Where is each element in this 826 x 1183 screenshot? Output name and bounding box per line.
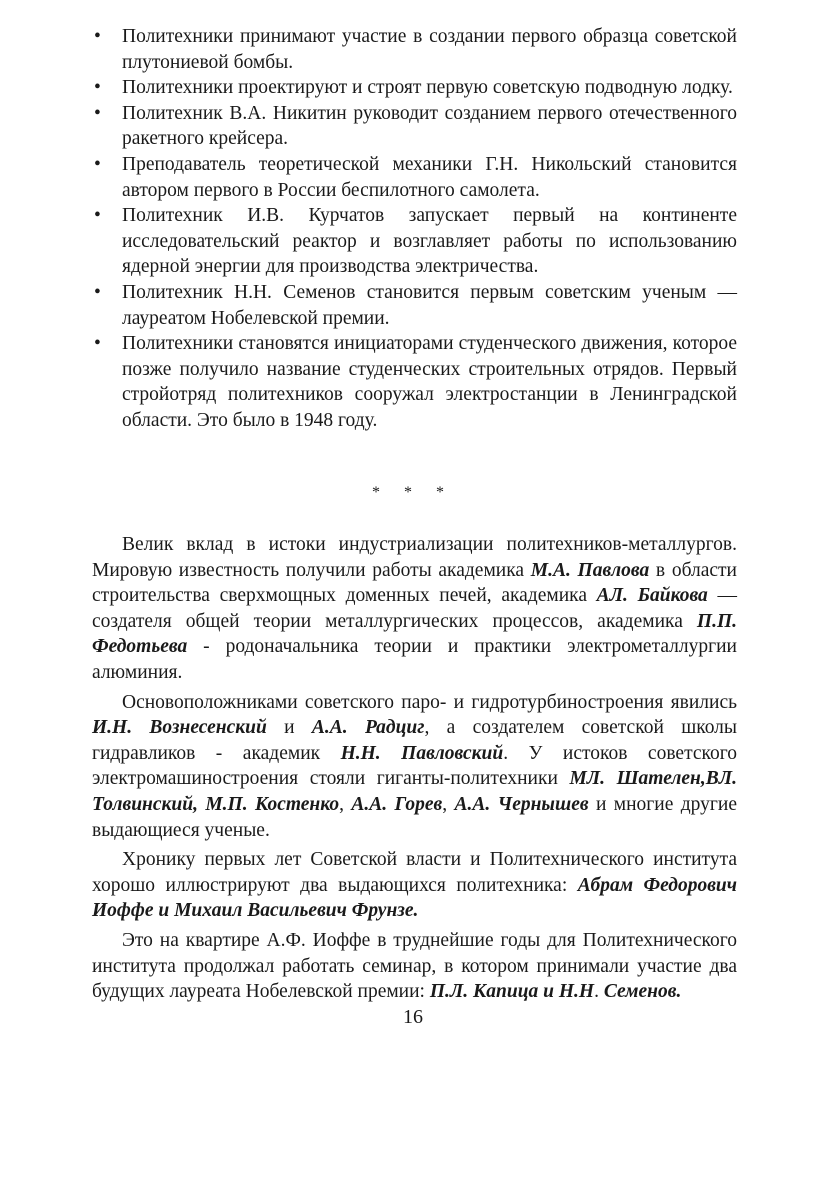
text-run: и [266, 717, 312, 739]
text-run: Велик вклад в истоки индустриализации политехников-металлургов. Мировую известность получили работы академика [92, 534, 737, 581]
list-item [92, 24, 737, 75]
achievements-list [92, 24, 737, 434]
name-highlight: А.А. Радциг [311, 717, 425, 739]
paragraph-metallurgy [92, 532, 737, 686]
list-item-text: Политехник И.В. Курчатов запускает первый на континенте исследовательский реактор и возглавляет работы по использованию ядерной энергии для производства электричества. [122, 205, 737, 278]
text-run: Основоположниками советского паро- и гидротурбиностроения явились [122, 691, 737, 713]
paragraph-seminar [92, 928, 737, 1005]
bullet-icon: • [94, 333, 101, 355]
list-item-text: Преподаватель теоретической механики Г.Н. Никольский становится автором первого в России беспилотного самолета. [122, 153, 737, 201]
paragraph-turbines [92, 690, 737, 844]
text-run: и многие другие выдающиеся ученые. [92, 793, 738, 841]
text-run: Хронику первых лет Советской власти и Политехнического института хорошо иллюстрируют два выдающихся политехника: [92, 849, 737, 896]
text-run: , [339, 793, 352, 815]
list-item-text: Политехники становятся инициаторами студенческого движения, которое позже получило название студенческих строительных отрядов. Первый стройотряд политехников сооружал электростанции в Ленинградской области. Это было в 1948 году. [122, 333, 737, 431]
list-item [92, 331, 737, 433]
name-highlight: П.П. Федотьева [92, 610, 737, 658]
name-highlight: Абрам Федорович Иоффе и Михаил Васильевич Фрунзе. [92, 874, 738, 922]
name-highlight: Семенов. [603, 981, 682, 1003]
name-highlight: А.А. Горев [351, 793, 443, 815]
text-run: . У истоков советского электромашиностроения стояли гиганты-политехники [92, 742, 738, 790]
section-separator: * * * [372, 484, 454, 501]
bullet-icon: • [94, 153, 101, 175]
name-highlight: А.А. Чернышев [454, 793, 589, 815]
list-item-text: Политехники проектируют и строят первую советскую подводную лодку. [122, 77, 733, 99]
list-item-text: Политехники принимают участие в создании первого образца советской плутониевой бомбы. [122, 26, 737, 73]
text-run: Это на квартире А.Ф. Иоффе в труднейшие годы для Политехнического института продолжал работать семинар, в котором принимали участие два будущих лауреата Нобелевской премии: [92, 929, 737, 1003]
page-number: 16 [403, 1006, 423, 1028]
list-item [92, 280, 737, 331]
name-highlight: И.Н. Вознесенский [92, 717, 267, 739]
list-item [92, 203, 737, 280]
text-run: . [594, 981, 604, 1003]
list-item [92, 75, 737, 101]
list-item-text: Политехник В.А. Никитин руководит созданием первого отечественного ракетного крейсера. [122, 102, 737, 150]
text-run: , [442, 793, 455, 815]
name-highlight: П.Л. Капица и Н.Н [429, 981, 595, 1003]
body-text [92, 532, 737, 1009]
bullet-icon: • [94, 205, 101, 227]
name-highlight: Н.Н. Павловский [340, 742, 504, 764]
paragraph-chronicle [92, 847, 737, 924]
list-item-text: Политехник Н.Н. Семенов становится первым советским ученым — лауреатом Нобелевской премии. [122, 281, 737, 329]
text-run: , а создателем советской школы гидравликов - академик [92, 717, 738, 764]
list-item [92, 101, 737, 152]
text-run: — создателя общей теории металлургических процессов, академика [92, 585, 737, 632]
list-item [92, 152, 737, 203]
text-run: - родоначальника теории и практики электрометаллургии алюминия. [92, 636, 737, 683]
bullet-icon: • [94, 281, 101, 303]
name-highlight: АЛ. Байкова [596, 585, 708, 607]
text-run: в области строительства сверхмощных доменных печей, академика [92, 559, 737, 607]
name-highlight: МЛ. Шателен,ВЛ. Толвинский, М.П. Костенко [92, 768, 737, 815]
name-highlight: М.А. Павлова [530, 559, 650, 581]
bullet-icon: • [94, 102, 101, 124]
bullet-icon: • [94, 77, 101, 99]
bullet-icon: • [94, 26, 101, 47]
